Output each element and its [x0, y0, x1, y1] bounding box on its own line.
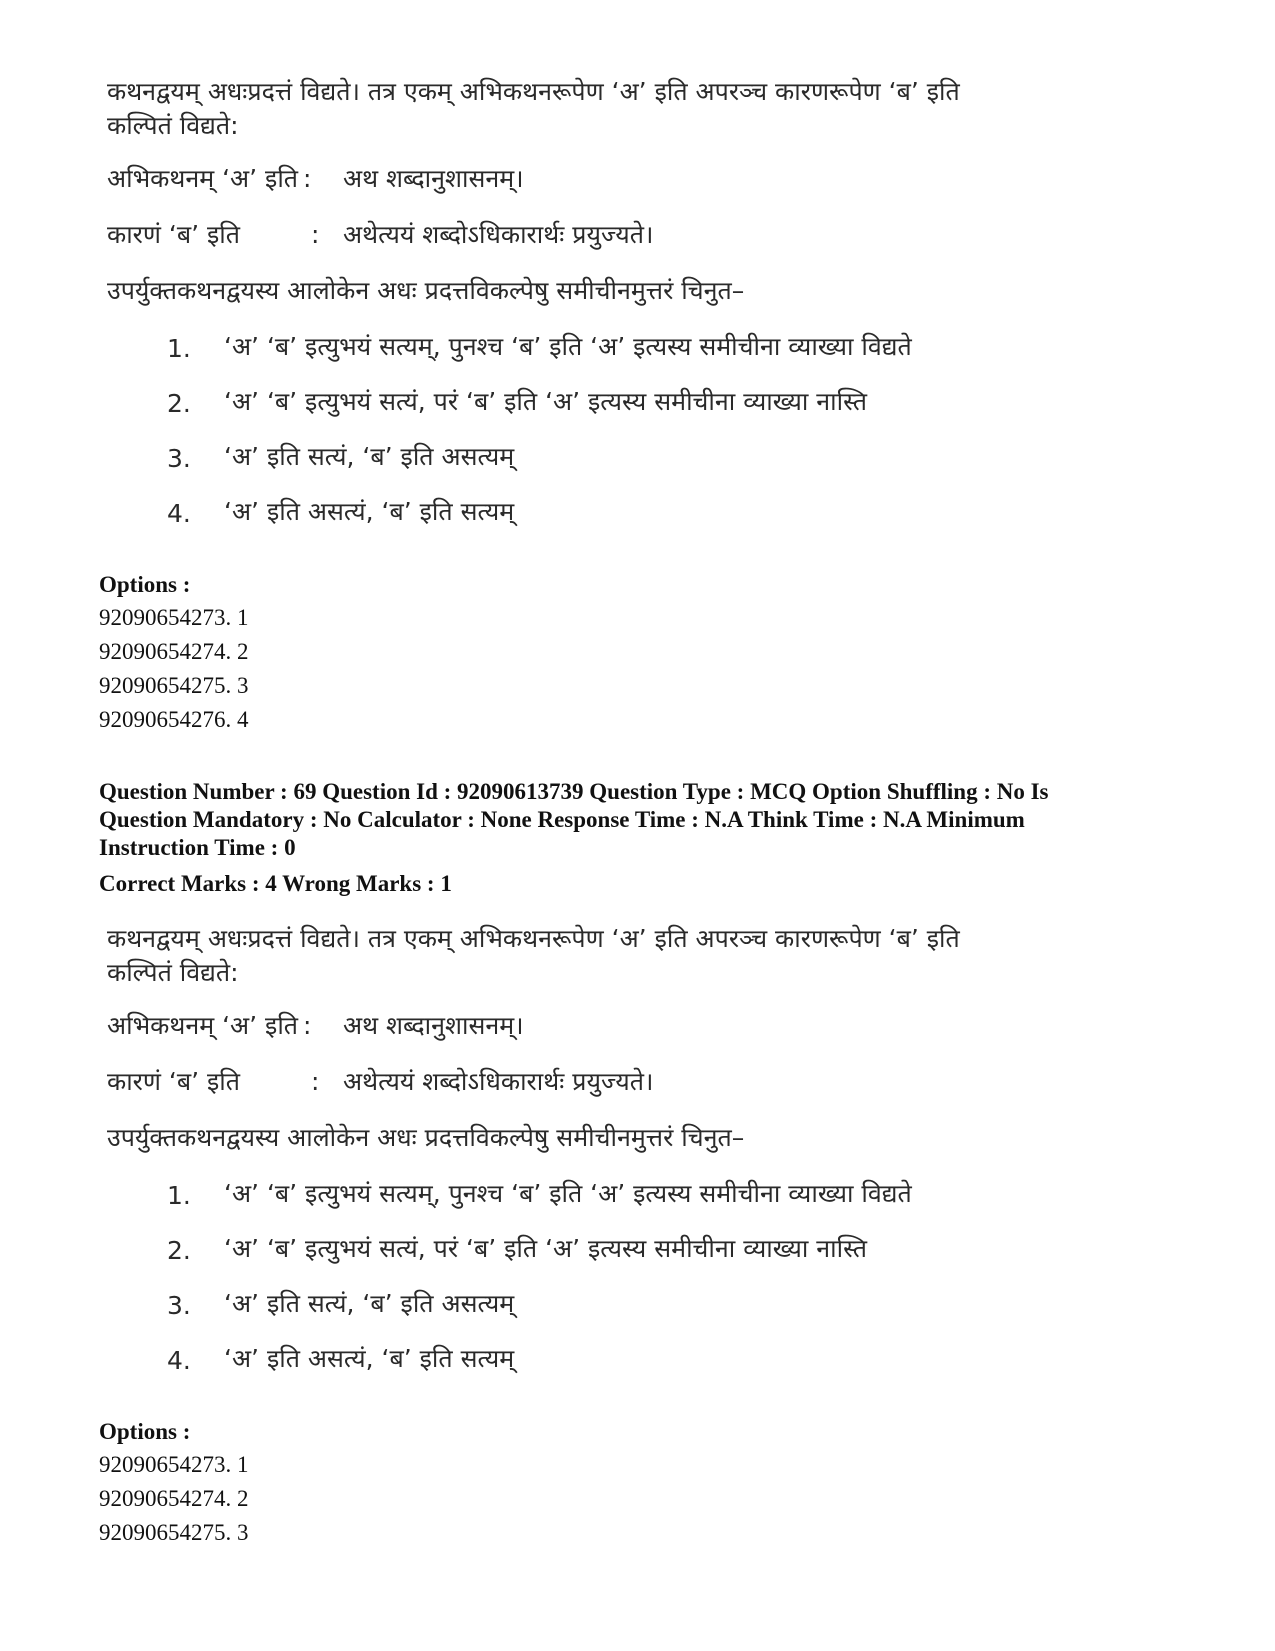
options-list-top	[99, 568, 249, 737]
metadata-line-2: Question Mandatory : No Calculator : None Response Time : N.A Think Time : N.A Minimum	[99, 807, 1025, 832]
question-metadata	[99, 778, 1179, 862]
metadata-line-1: Question Number : 69 Question Id : 92090613739 Question Type : MCQ Option Shuffling : No Is	[99, 779, 1049, 804]
options-heading: Options :	[99, 1419, 191, 1444]
choice-text: ‘अ’ इति असत्यं, ‘ब’ इति सत्यम्	[224, 1344, 515, 1373]
question-instruction: उपर्युक्तकथनद्वयस्य आलोकेन अधः प्रदत्तविकल्पेषु समीचीनमुत्तरं चिनुत–	[107, 1123, 745, 1152]
choice-number: 4.	[167, 1346, 191, 1375]
reason-text: अथेत्ययं शब्दोऽधिकारार्थः प्रयुज्यते।	[343, 220, 654, 249]
assertion-colon: :	[303, 164, 312, 193]
choice-text: ‘अ’ ‘ब’ इत्युभयं सत्यं, परं ‘ब’ इति ‘अ’ इत्यस्य समीचीना व्याख्या नास्ति	[224, 387, 868, 416]
choice-text: ‘अ’ इति सत्यं, ‘ब’ इति असत्यम्	[224, 1289, 515, 1318]
marks-info: Correct Marks : 4 Wrong Marks : 1	[99, 871, 452, 896]
question-intro-line-2: कल्पितं विद्यते:	[107, 111, 239, 140]
choice-text: ‘अ’ ‘ब’ इत्युभयं सत्यम्, पुनश्च ‘ब’ इति ‘अ’ इत्यस्य समीचीना व्याख्या विद्यते	[224, 332, 912, 361]
option-item: 92090654275. 3	[99, 673, 249, 698]
options-heading: Options :	[99, 572, 191, 597]
options-list-bottom	[99, 1415, 249, 1550]
option-item: 92090654274. 2	[99, 1486, 249, 1511]
choice-text: ‘अ’ इति सत्यं, ‘ब’ इति असत्यम्	[224, 442, 515, 471]
choice-number: 2.	[167, 389, 191, 418]
assertion-colon: :	[303, 1011, 312, 1040]
assertion-label: अभिकथनम् ‘अ’ इति	[107, 164, 299, 193]
choice-number: 1.	[167, 334, 191, 363]
assertion-text: अथ शब्दानुशासनम्।	[343, 1011, 524, 1040]
option-item: 92090654276. 4	[99, 707, 249, 732]
question-intro-line-1: कथनद्वयम् अधःप्रदत्तं विद्यते। तत्र एकम् अभिकथनरूपेण ‘अ’ इति अपरञ्च कारणरूपेण ‘ब’ इति	[107, 77, 960, 106]
question-instruction: उपर्युक्तकथनद्वयस्य आलोकेन अधः प्रदत्तविकल्पेषु समीचीनमुत्तरं चिनुत–	[107, 276, 745, 305]
option-item: 92090654273. 1	[99, 605, 249, 630]
reason-label: कारणं ‘ब’ इति	[107, 220, 241, 249]
metadata-line-3: Instruction Time : 0	[99, 835, 296, 860]
question-intro-line-1: कथनद्वयम् अधःप्रदत्तं विद्यते। तत्र एकम् अभिकथनरूपेण ‘अ’ इति अपरञ्च कारणरूपेण ‘ब’ इति	[107, 924, 960, 953]
choice-number: 2.	[167, 1236, 191, 1265]
reason-colon: :	[311, 1067, 320, 1096]
option-item: 92090654273. 1	[99, 1452, 249, 1477]
reason-text: अथेत्ययं शब्दोऽधिकारार्थः प्रयुज्यते।	[343, 1067, 654, 1096]
option-item: 92090654274. 2	[99, 639, 249, 664]
choice-number: 3.	[167, 444, 191, 473]
choice-number: 4.	[167, 499, 191, 528]
question-intro-line-2: कल्पितं विद्यते:	[107, 958, 239, 987]
option-item: 92090654275. 3	[99, 1520, 249, 1545]
reason-colon: :	[311, 220, 320, 249]
choice-number: 1.	[167, 1181, 191, 1210]
choice-text: ‘अ’ इति असत्यं, ‘ब’ इति सत्यम्	[224, 497, 515, 526]
choice-text: ‘अ’ ‘ब’ इत्युभयं सत्यं, परं ‘ब’ इति ‘अ’ इत्यस्य समीचीना व्याख्या नास्ति	[224, 1234, 868, 1263]
choice-number: 3.	[167, 1291, 191, 1320]
reason-label: कारणं ‘ब’ इति	[107, 1067, 241, 1096]
assertion-text: अथ शब्दानुशासनम्।	[343, 164, 524, 193]
assertion-label: अभिकथनम् ‘अ’ इति	[107, 1011, 299, 1040]
choice-text: ‘अ’ ‘ब’ इत्युभयं सत्यम्, पुनश्च ‘ब’ इति ‘अ’ इत्यस्य समीचीना व्याख्या विद्यते	[224, 1179, 912, 1208]
